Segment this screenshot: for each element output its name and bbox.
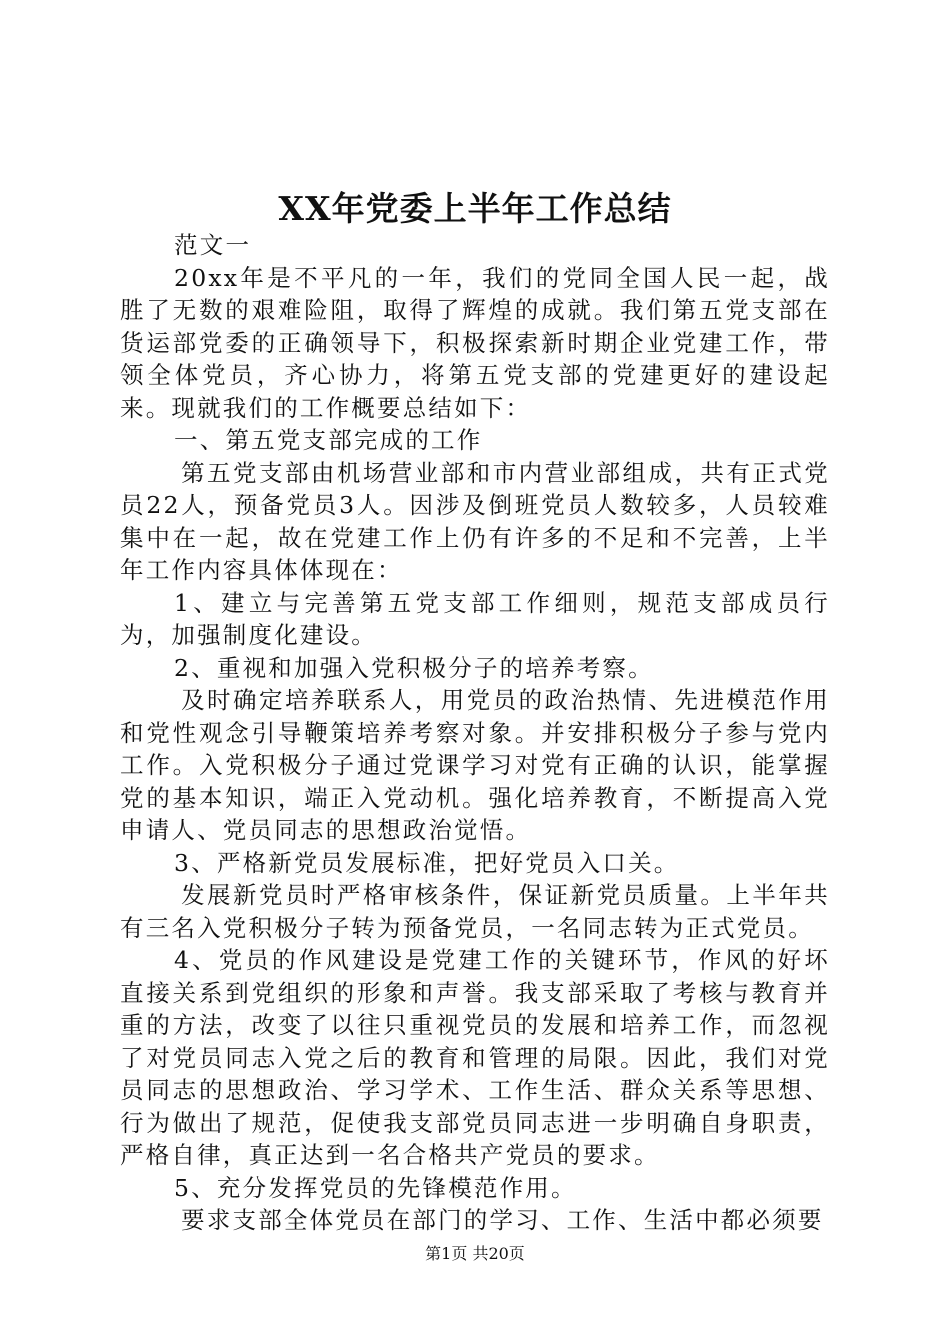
section-heading-1: 一、第五党支部完成的工作 bbox=[174, 426, 483, 454]
paragraph-requirements: 要求支部全体党员在部门的学习、工作、生活中都必须要 bbox=[181, 1206, 824, 1234]
document-title: XX年党委上半年工作总结 bbox=[278, 189, 672, 228]
list-item-1: 1、建立与完善第五党支部工作细则，规范支部成员行为，加强制度化建设。 bbox=[120, 588, 830, 649]
paragraph-training: 及时确定培养联系人，用党员的政治热情、先进模范作用和党性观念引导鞭策培养考察对象。并安排积极分子参与党内工作。入党积极分子通过党课学习对党有正确的认识，能掌握党的基本知识，端正入党动机。强化培养教育，不断提高入党申请人、党员同志的思想政治觉悟。 bbox=[120, 686, 830, 844]
list-item-5: 5、充分发挥党员的先锋模范作用。 bbox=[174, 1173, 577, 1202]
paragraph-branch-overview: 第五党支部由机场营业部和市内营业部组成，共有正式党员22人，预备党员3人。因涉及倒班党员人数较多，人员较难集中在一起，故在党建工作上仍有许多的不足和不完善，上半年工作内容具体体现在： bbox=[120, 458, 830, 584]
paragraph-intro: 20xx年是不平凡的一年，我们的党同全国人民一起，战胜了无数的艰难险阻，取得了辉煌的成就。我们第五党支部在货运部党委的正确领导下，积极探索新时期企业党建工作，带领全体党员，齐心协力，将第五党支部的党建更好的建设起来。现就我们的工作概要总结如下： bbox=[120, 263, 830, 422]
page-footer: 第1页 共20页 bbox=[425, 1244, 525, 1263]
list-item-3: 3、严格新党员发展标准，把好党员入口关。 bbox=[174, 848, 680, 877]
document-body bbox=[120, 229, 830, 1237]
list-item-4: 4、党员的作风建设是党建工作的关键环节，作风的好坏直接关系到党组织的形象和声誉。我支部采取了考核与教育并重的方法，改变了以往只重视党员的发展和培养工作，而忽视了对党员同志入党之后的教育和管理的局限。因此，我们对党员同志的思想政治、学习学术、工作生活、群众关系等思想、行为做出了规范，促使我支部党员同志进一步明确自身职责，严格自律，真正达到一名合格共产党员的要求。 bbox=[120, 946, 830, 1169]
paragraph-sample-label: 范文一 bbox=[174, 231, 252, 259]
list-item-2: 2、重视和加强入党积极分子的培养考察。 bbox=[174, 653, 654, 682]
paragraph-recruitment: 发展新党员时严格审核条件，保证新党员质量。上半年共有三名入党积极分子转为预备党员，一名同志转为正式党员。 bbox=[120, 881, 830, 942]
